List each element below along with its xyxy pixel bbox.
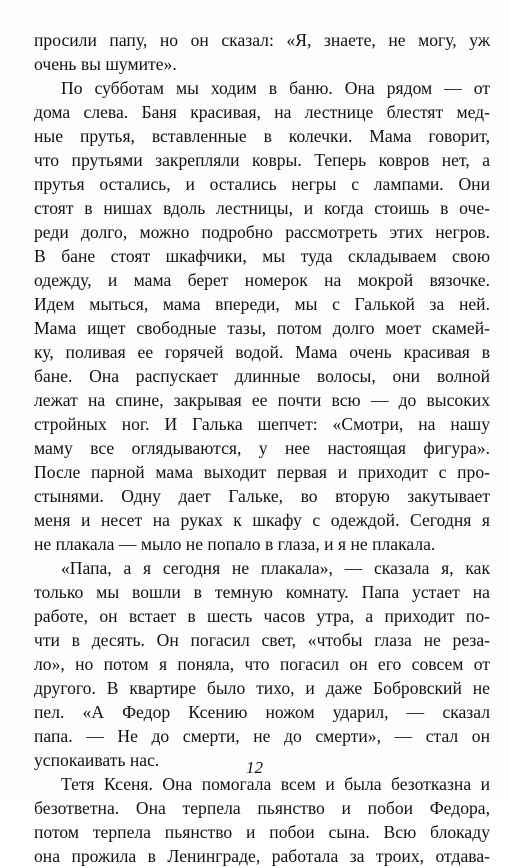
text-line: ку, поливая ее горячей водой. Мама очень красивая в — [34, 342, 490, 362]
text-line: другого. В квартире было тихо, и даже Бобровский не — [34, 678, 490, 698]
text-line: «Папа, а я сегодня не плакала», — сказала я, как — [61, 558, 490, 578]
text-line: меня и несет на руках к шкафу с одеждой. Сегодня я — [34, 510, 490, 530]
text-line: папа. — Не до смерти, не до смерти», — стал он — [34, 726, 490, 746]
text-line: пел. «А Федор Ксению ножом ударил, — сказал — [34, 702, 490, 722]
text-line: стынями. Одну дает Гальке, во вторую закутывает — [34, 486, 490, 506]
text-line: очень вы шумите». — [34, 54, 177, 74]
page-number: 12 — [246, 758, 263, 777]
text-line: что прутьями закрепляли ковры. Теперь ковров нет, а — [34, 150, 490, 170]
page-body-text — [34, 28, 490, 868]
text-line: После парной мама выходит первая и приходит с про- — [34, 462, 490, 482]
text-line: Мама ищет свободные тазы, потом долго моет скамей- — [34, 318, 490, 338]
text-line: маму все оглядываются, у нее настоящая фигура». — [34, 438, 490, 458]
text-line: стройных ног. И Галька шепчет: «Смотри, на нашу — [34, 414, 490, 434]
text-line: чти в десять. Он погасил свет, «чтобы глаза не реза- — [34, 630, 490, 650]
text-line: безответна. Она терпела пьянство и побои Федора, — [34, 798, 490, 818]
text-line: успокаивать нас. — [34, 750, 160, 770]
text-line: Идем мыться, мама впереди, мы с Галькой за ней. — [34, 294, 490, 314]
text-line: работе, он встает в шесть часов утра, а приходит по- — [34, 606, 490, 626]
text-line: прутья остались, и остались негры с лампами. Они — [34, 174, 490, 194]
text-line: лежат на спине, закрывая ее почти всю — до высоких — [34, 390, 490, 410]
text-line: только мы вошли в темную комнату. Папа устает на — [34, 582, 490, 602]
text-line: В бане стоят шкафчики, мы туда складываем свою — [34, 246, 490, 266]
text-line: По субботам мы ходим в баню. Она рядом — от — [61, 78, 490, 98]
text-line: реди долго, можно подробно рассмотреть этих негров. — [34, 222, 490, 242]
text-line: не плакала — мыло не попало в глаза, и я не плакала. — [34, 534, 436, 554]
text-line: ные прутья, вставленные в колечки. Мама говорит, — [34, 126, 490, 146]
text-line: ло», но потом я поняла, что погасил он его совсем от — [34, 654, 490, 674]
text-line: она прожила в Ленинграде, работала за троих, отдава- — [34, 846, 490, 866]
text-line: потом терпела пьянство и побои сына. Всю блокаду — [34, 822, 490, 842]
text-line: стоят в нишах вдоль лестницы, и когда стоишь в оче- — [34, 198, 490, 218]
text-line: одежду, и мама берет номерок на мокрой вязочке. — [34, 270, 490, 290]
text-line: Тетя Ксеня. Она помогала всем и была безотказна и — [61, 774, 490, 794]
text-line: дома слева. Баня красивая, на лестнице блестят мед- — [34, 102, 490, 122]
text-line: бане. Она распускает длинные волосы, они волной — [34, 366, 490, 386]
text-line: просили папу, но он сказал: «Я, знаете, не могу, уж — [34, 30, 490, 50]
